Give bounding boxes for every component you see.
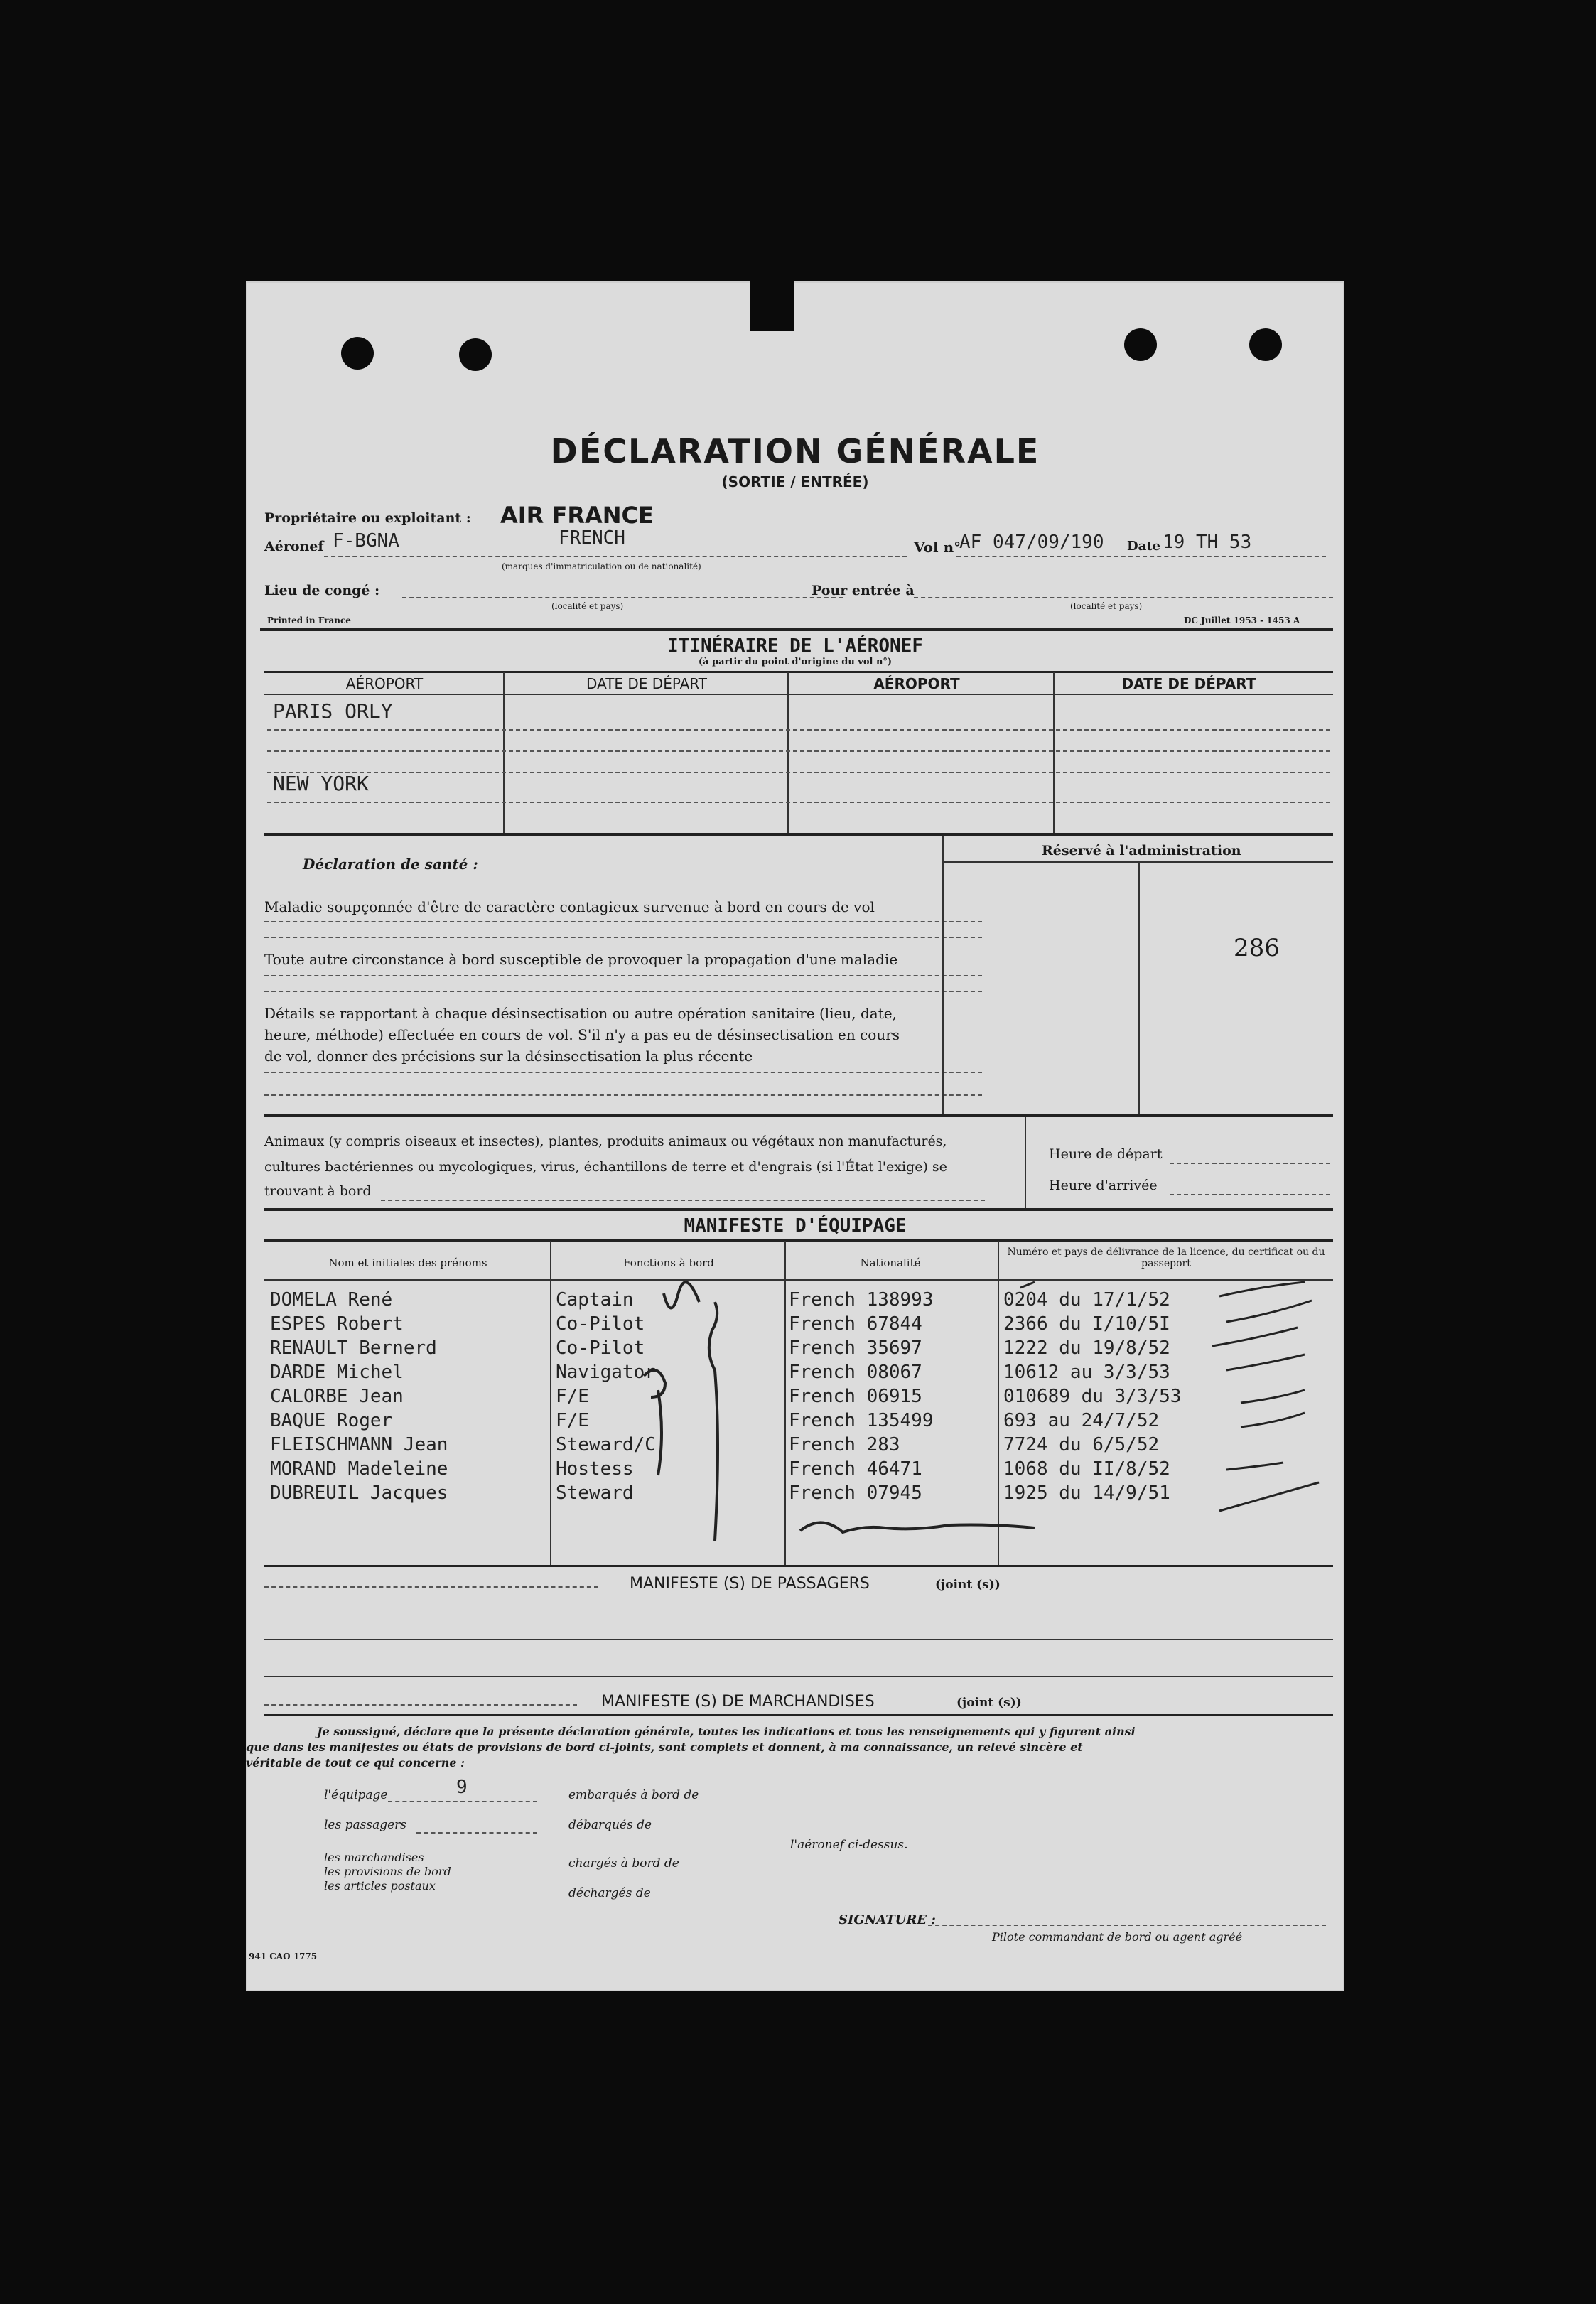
crew-name-cell: ESPES Robert [270,1313,404,1335]
health-question-3b: heure, méthode) effectuée en cours de vol. S'il n'y a pas eu de désinsectisation en cours [264,1026,900,1043]
crew-name-cell: MORAND Madeleine [270,1458,448,1480]
health-title: Déclaration de santé : [303,856,478,873]
divider [264,1676,1333,1677]
declaration-line-3: véritable de tout ce qui concerne : [246,1756,465,1770]
itinerary-airport-1: PARIS ORLY [273,699,393,723]
crew-license-cell: 1222 du 19/8/52 [1003,1337,1170,1359]
crew-name-cell: BAQUE Roger [270,1410,393,1431]
owner-label: Propriétaire ou exploitant : [264,510,471,526]
crew-name-cell: CALORBE Jean [270,1386,404,1407]
passengers-title: MANIFESTE (S) DE PASSAGERS [630,1575,870,1593]
declaration-line-1: Je soussigné, déclare que la présente déclaration générale, toutes les indications et tous les renseignements qui y figurent ainsi [317,1725,1136,1738]
unloaded-label: déchargés de [568,1886,651,1900]
registration-note: (marques d'immatriculation ou de nationalité) [502,561,701,571]
disembarked-label: débarqués de [568,1818,652,1832]
health-question-2: Toute autre circonstance à bord susceptible de provoquer la propagation d'une maladie [264,951,898,968]
itinerary-note: (à partir du point d'origine du vol n°) [698,657,893,667]
itinerary-col-date-2: DATE DE DÉPART [1121,675,1256,692]
animals-text-a: Animaux (y compris oiseaux et insectes), plantes, produits animaux ou végétaux non manufacturés, [264,1134,947,1149]
crew-function-cell: Co-Pilot [556,1337,645,1359]
loaded-label: chargés à bord de [568,1856,679,1870]
rule-line [264,1704,577,1706]
entry-label: Pour entrée à [812,583,915,598]
crew-name-cell: FLEISCHMANN Jean [270,1434,448,1455]
admin-title: Réservé à l'administration [1042,843,1241,858]
crew-function-cell: Navigator [556,1362,656,1383]
health-question-1: Maladie soupçonnée d'être de caractère contagieux survenue à bord en cours de vol [264,898,875,915]
crew-function-cell: F/E [556,1386,589,1407]
admin-number: 286 [1234,934,1280,962]
rule-line [264,1586,598,1588]
crew-header-function: Fonctions à bord [623,1256,714,1269]
flight-value: AF 047/09/190 [959,532,1104,553]
crew-name-cell: DARDE Michel [270,1362,404,1383]
crew-function-cell: Steward/C [556,1434,656,1455]
crew-license-cell: 0204 du 17/1/52 [1003,1289,1170,1310]
crew-header-nationality: Nationalité [860,1256,921,1269]
crew-title: MANIFESTE D'ÉQUIPAGE [684,1215,907,1237]
signature-label: SIGNATURE : [839,1912,936,1927]
nationality-value: FRENCH [559,527,625,549]
answer-line [388,1801,537,1802]
signature-note: Pilote commandant de bord ou agent agréé [992,1930,1243,1944]
crew-header-name: Nom et initiales des prénoms [328,1256,487,1269]
crew-function-cell: Steward [556,1482,634,1504]
aircraft-above-label: l'aéronef ci-dessus. [790,1838,908,1852]
animals-text-c: trouvant à bord [264,1183,372,1199]
date-value: 19 TH 53 [1163,532,1252,553]
crew-license-cell: 1925 du 14/9/51 [1003,1482,1170,1504]
crew-function-cell: Hostess [556,1458,634,1480]
crew-license-cell: 10612 au 3/3/53 [1003,1362,1170,1383]
divider [264,1714,1333,1716]
crew-nationality-cell: French 135499 [789,1410,934,1431]
crew-header-license: Numéro et pays de délivrance de la licence, du certificat ou du passeport [1007,1247,1325,1269]
owner-value: AIR FRANCE [500,502,654,529]
page-subtitle: (SORTIE / ENTRÉE) [721,473,869,490]
crew-license-cell: 010689 du 3/3/53 [1003,1386,1182,1407]
divider [264,1639,1333,1640]
passengers-count-label: les passagers [324,1818,407,1832]
crew-nationality-cell: French 283 [789,1434,900,1455]
crew-name-cell: DUBREUIL Jacques [270,1482,448,1504]
itinerary-col-date-1: DATE DE DÉPART [586,675,707,692]
health-question-3c: de vol, donner des précisions sur la désinsectisation la plus récente [264,1048,753,1065]
aircraft-label: Aéronef [264,539,324,554]
crew-nationality-cell: French 67844 [789,1313,922,1335]
itinerary-airport-2: NEW YORK [273,772,369,795]
crew-function-cell: Captain [556,1289,634,1310]
crew-license-cell: 7724 du 6/5/52 [1003,1434,1160,1455]
aircraft-value: F-BGNA [333,530,399,551]
locality-note-2: (localité et pays) [1070,601,1143,611]
crew-nationality-cell: French 46471 [789,1458,922,1480]
date-label: Date [1127,539,1161,554]
crew-count-label: l'équipage [324,1788,388,1802]
answer-line [416,1832,537,1834]
embarked-label: embarqués à bord de [568,1788,699,1802]
animals-text-b: cultures bactériennes ou mycologiques, virus, échantillons de terre et d'engrais (si l'État l'exige) se [264,1159,947,1175]
health-question-3a: Détails se rapportant à chaque désinsectisation ou autre opération sanitaire (lieu, date, [264,1005,897,1022]
crew-function-cell: Co-Pilot [556,1313,645,1335]
itinerary-col-airport-1: AÉROPORT [345,675,424,692]
postal-label: les articles postaux [324,1879,436,1893]
crew-license-cell: 693 au 24/7/52 [1003,1410,1160,1431]
goods-label: les marchandises [324,1851,424,1864]
form-code: 941 CAO 1775 [249,1952,318,1961]
signature-line [928,1925,1326,1926]
printed-right: DC Juillet 1953 - 1453 A [1184,615,1300,625]
crew-nationality-cell: French 35697 [789,1337,922,1359]
crew-nationality-cell: French 138993 [789,1289,934,1310]
provisions-label: les provisions de bord [324,1865,451,1878]
arrival-time-label: Heure d'arrivée [1049,1178,1158,1193]
crew-nationality-cell: French 07945 [789,1482,922,1504]
crew-nationality-cell: French 06915 [789,1386,922,1407]
declaration-sheet [246,281,1344,1991]
divider [264,1565,1333,1567]
crew-nationality-cell: French 08067 [789,1362,922,1383]
cargo-title: MANIFESTE (S) DE MARCHANDISES [601,1693,875,1711]
locality-note: (localité et pays) [551,601,624,611]
crew-count-value: 9 [456,1777,468,1798]
passengers-note: (joint (s)) [935,1578,1001,1592]
crew-license-cell: 2366 du I/10/5I [1003,1313,1170,1335]
printed-left: Printed in France [267,615,351,625]
declaration-line-2: que dans les manifestes ou états de provisions de bord ci-joints, sont complets et donnent, à ma connaissance, un relevé sincère et [246,1740,1083,1754]
crew-function-cell: F/E [556,1410,589,1431]
departure-time-label: Heure de départ [1049,1146,1163,1162]
page-title: DÉCLARATION GÉNÉRALE [550,432,1040,470]
itinerary-col-airport-2: AÉROPORT [873,675,960,692]
flight-label: Vol n° [914,539,961,556]
departure-place-label: Lieu de congé : [264,583,380,598]
cargo-note: (joint (s)) [956,1696,1022,1710]
crew-name-cell: DOMELA René [270,1289,393,1310]
crew-name-cell: RENAULT Bernerd [270,1337,437,1359]
crew-license-cell: 1068 du II/8/52 [1003,1458,1170,1480]
itinerary-title: ITINÉRAIRE DE L'AÉRONEF [667,635,924,657]
